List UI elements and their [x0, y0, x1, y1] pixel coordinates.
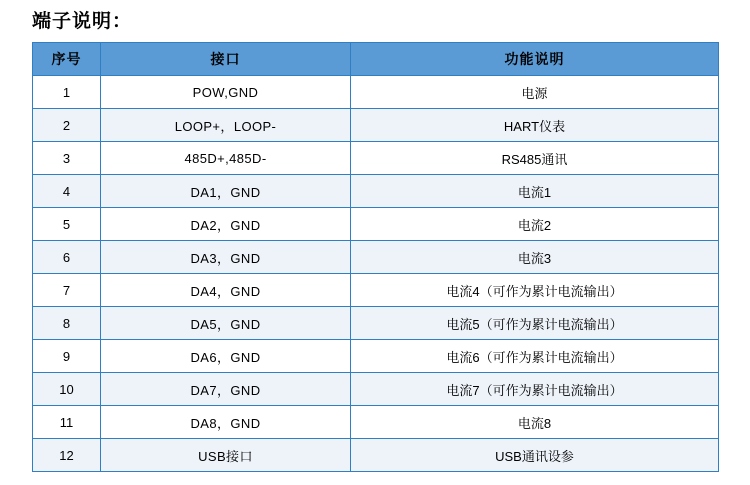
cell-description: 电流7（可作为累计电流输出） [351, 373, 719, 406]
column-header-no: 序号 [33, 43, 101, 76]
cell-interface: 485D+,485D- [101, 142, 351, 175]
cell-description: 电流6（可作为累计电流输出） [351, 340, 719, 373]
table-body [33, 76, 719, 472]
terminal-table-container [0, 36, 750, 472]
cell-no: 11 [33, 406, 101, 439]
cell-interface: LOOP+，LOOP- [101, 109, 351, 142]
table-header [33, 43, 719, 76]
cell-no: 3 [33, 142, 101, 175]
table-row [33, 373, 719, 406]
column-header-description: 功能说明 [351, 43, 719, 76]
table-row [33, 208, 719, 241]
cell-interface: DA4，GND [101, 274, 351, 307]
table-row [33, 241, 719, 274]
table-row [33, 175, 719, 208]
table-row [33, 307, 719, 340]
cell-description: 电源 [351, 76, 719, 109]
table-header-row [33, 43, 719, 76]
cell-interface: DA8，GND [101, 406, 351, 439]
cell-description: 电流8 [351, 406, 719, 439]
cell-interface: POW,GND [101, 76, 351, 109]
cell-description: USB通讯设参 [351, 439, 719, 472]
cell-no: 12 [33, 439, 101, 472]
cell-interface: USB接口 [101, 439, 351, 472]
cell-description: RS485通讯 [351, 142, 719, 175]
terminal-description-table [32, 42, 719, 472]
table-row [33, 76, 719, 109]
table-row [33, 340, 719, 373]
cell-no: 6 [33, 241, 101, 274]
cell-no: 4 [33, 175, 101, 208]
cell-interface: DA7，GND [101, 373, 351, 406]
table-row [33, 439, 719, 472]
cell-interface: DA2，GND [101, 208, 351, 241]
cell-no: 2 [33, 109, 101, 142]
cell-interface: DA1，GND [101, 175, 351, 208]
cell-description: 电流1 [351, 175, 719, 208]
table-row [33, 142, 719, 175]
cell-description: HART仪表 [351, 109, 719, 142]
cell-no: 9 [33, 340, 101, 373]
cell-no: 1 [33, 76, 101, 109]
page-title: 端子说明： [32, 11, 133, 32]
cell-description: 电流4（可作为累计电流输出） [351, 274, 719, 307]
cell-no: 10 [33, 373, 101, 406]
cell-description: 电流2 [351, 208, 719, 241]
cell-interface: DA5，GND [101, 307, 351, 340]
table-row [33, 274, 719, 307]
cell-description: 电流5（可作为累计电流输出） [351, 307, 719, 340]
column-header-interface: 接口 [101, 43, 351, 76]
cell-interface: DA6，GND [101, 340, 351, 373]
cell-description: 电流3 [351, 241, 719, 274]
table-row [33, 109, 719, 142]
cell-interface: DA3，GND [101, 241, 351, 274]
cell-no: 7 [33, 274, 101, 307]
table-row [33, 406, 719, 439]
cell-no: 5 [33, 208, 101, 241]
cell-no: 8 [33, 307, 101, 340]
